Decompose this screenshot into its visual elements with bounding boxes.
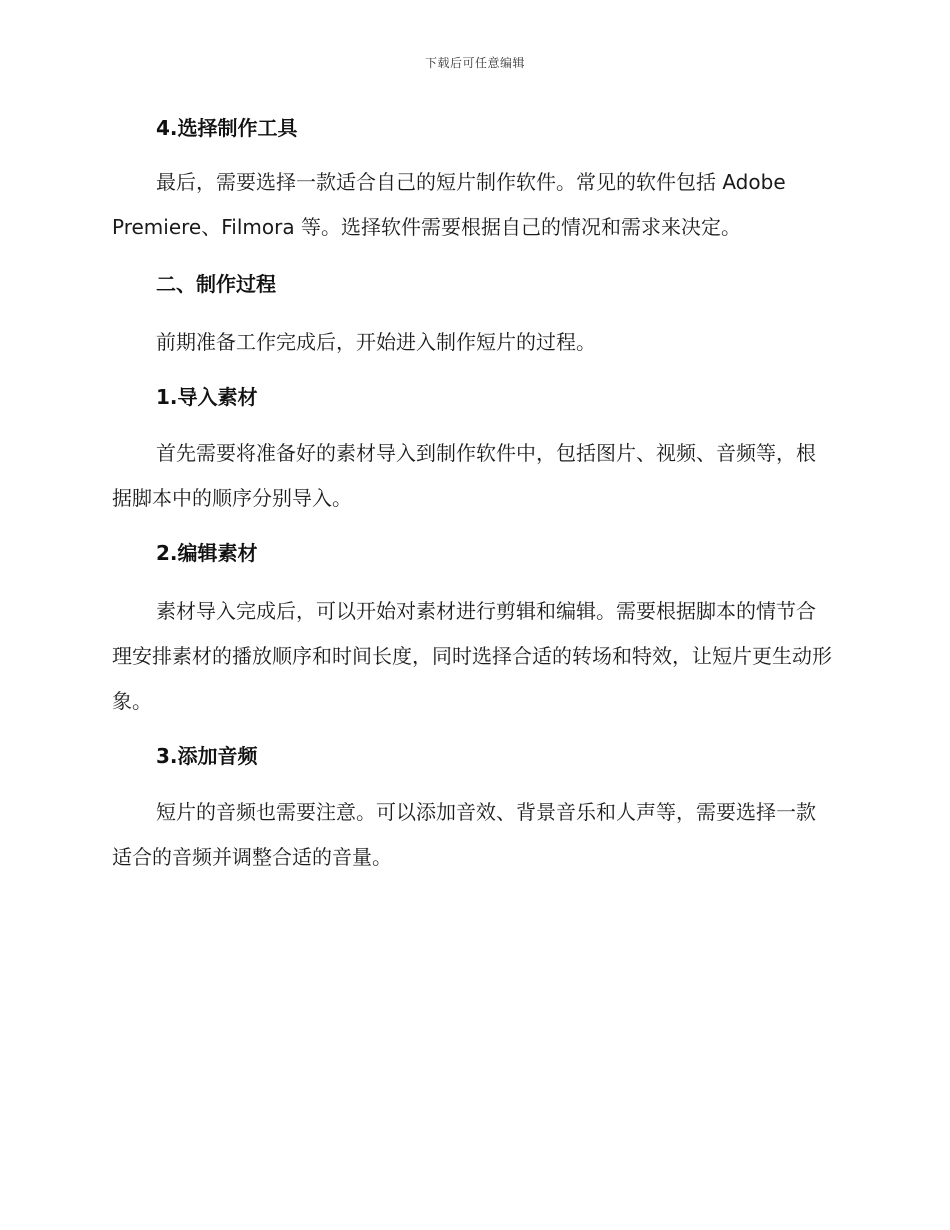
- section-paragraph-production-process: 前期准备工作完成后，开始进入制作短片的过程。: [156, 330, 596, 354]
- section-paragraph-import-materials: 首先需要将准备好的素材导入到制作软件中，包括图片、视频、音频等，根据脚本中的顺序分别导入。: [112, 441, 816, 510]
- section-paragraph-choose-tools: 最后，需要选择一款适合自己的短片制作软件。常见的软件包括 Adobe Premiere、Filmora 等。选择软件需要根据自己的情况和需求来决定。: [112, 170, 786, 239]
- section-heading-production-process: 二、制作过程: [156, 272, 276, 296]
- section-heading-edit-materials: 2.编辑素材: [156, 541, 258, 565]
- section-heading-import-materials: 1.导入素材: [156, 385, 258, 409]
- header-note: 下载后可任意编辑: [424, 56, 525, 70]
- section-heading-add-audio: 3.添加音频: [156, 744, 258, 768]
- section-paragraph-edit-materials: 素材导入完成后，可以开始对素材进行剪辑和编辑。需要根据脚本的情节合理安排素材的播放顺序和时间长度，同时选择合适的转场和特效，让短片更生动形象。: [112, 599, 832, 713]
- section-heading-choose-tools: 4.选择制作工具: [156, 116, 298, 140]
- section-paragraph-add-audio: 短片的音频也需要注意。可以添加音效、背景音乐和人声等，需要选择一款适合的音频并调整合适的音量。: [112, 800, 816, 869]
- document-body: [112, 110, 832, 880]
